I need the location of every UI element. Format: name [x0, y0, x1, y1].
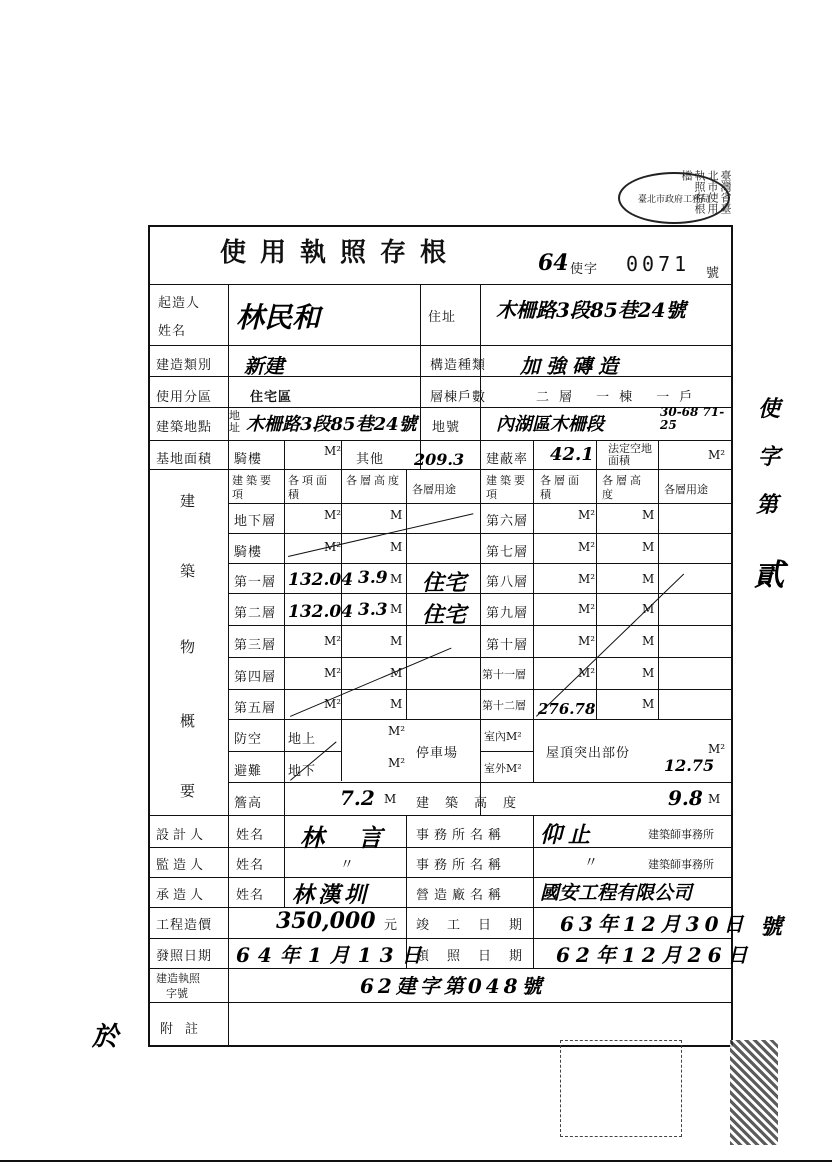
owner-name-label: 姓名	[158, 324, 187, 339]
supervisor-name-label: 姓名	[236, 858, 265, 873]
permit-label: 建造執照	[156, 972, 200, 985]
height-unit: M	[642, 540, 655, 554]
legal-space-unit: M²	[708, 448, 726, 462]
area-unit: M²	[578, 634, 596, 648]
lot-value: 內湖區木柵段	[496, 414, 604, 435]
issue-date: 64年1月13日	[236, 943, 430, 967]
permit-no-label: 字號	[166, 987, 188, 1000]
header-area-left: 各項面積	[288, 474, 330, 501]
shelter-unit: M²	[388, 724, 406, 738]
height-unit: M	[390, 572, 403, 586]
building-char-1: 建	[180, 492, 197, 510]
floor-row-right: 第十一層	[482, 668, 526, 681]
floor-row-right: 第十層	[486, 638, 529, 653]
header-item-left: 建築要項	[232, 474, 274, 501]
area-unit: M²	[324, 540, 342, 554]
remarks-label: 附註	[160, 1022, 211, 1037]
height-unit: M	[642, 666, 655, 680]
corner-seal	[730, 1040, 778, 1145]
floor1-height: 3.9	[358, 568, 388, 588]
margin-mark-right: 號	[760, 914, 783, 940]
designer-name-label: 姓名	[236, 828, 265, 843]
floor-row-left: 第二層	[234, 606, 277, 621]
area-unit: M²	[578, 540, 596, 554]
supervisor-name: 〃	[340, 857, 354, 873]
coverage-label: 建蔽率	[486, 452, 529, 467]
eaves-value: 7.2	[340, 786, 375, 810]
floor-row-left: 地下層	[234, 514, 277, 529]
area-label: 基地面積	[156, 452, 213, 467]
floor-row-left: 第一層	[234, 575, 277, 590]
floor-row-right: 第八層	[486, 575, 529, 590]
indoor-label: 室內M²	[484, 730, 522, 743]
floor2-area: 132.04	[288, 602, 354, 622]
area-unit: M²	[578, 572, 596, 586]
floor-row-right: 第七層	[486, 545, 529, 560]
height-unit: M	[390, 508, 403, 522]
building-char-4: 概	[180, 712, 197, 730]
height-unit: M	[390, 697, 403, 711]
owner-name: 林民和	[236, 301, 321, 334]
contractor-name: 林漢圳	[292, 882, 371, 908]
designer-name: 林言	[300, 823, 416, 852]
completion-date: 63年12月30日	[560, 912, 749, 936]
area-unit: M²	[578, 508, 596, 522]
height-unit: M	[390, 602, 403, 616]
completion-label: 竣工日期	[416, 918, 541, 933]
margin-mark-right: 字	[758, 444, 781, 470]
eaves-unit: M	[384, 792, 397, 806]
building-char-2: 築	[180, 562, 197, 580]
height-unit: M	[390, 666, 403, 680]
owner-address: 木柵路3段85巷24號	[496, 298, 686, 322]
refuge-label: 避難	[234, 764, 263, 779]
margin-mark-left: 於	[92, 1022, 119, 1052]
building-height-unit: M	[708, 792, 721, 806]
cost-label: 工程造價	[156, 918, 213, 933]
height-unit: M	[642, 508, 655, 522]
floor-row-right: 第十二層	[482, 699, 526, 712]
floor-row-left: 第五層	[234, 701, 277, 716]
permit-char: 使字	[570, 262, 599, 277]
floor2-use: 住宅	[422, 602, 467, 628]
receive-label: 領照日期	[416, 949, 541, 964]
site-label: 建築地點	[156, 420, 213, 435]
legal-space-label: 法定空地面積	[608, 442, 652, 467]
height-unit: M	[642, 602, 655, 616]
designer-label: 設計人	[156, 828, 208, 843]
above-label: 地上	[288, 732, 317, 747]
contractor-name-label: 姓名	[236, 888, 265, 903]
permit-number: 0071	[626, 252, 691, 276]
permit-suffix: 號	[706, 266, 721, 281]
permit-year: 64	[538, 250, 569, 276]
header-area-right: 各層面積	[540, 474, 582, 501]
designer-office: 仰止	[540, 822, 597, 848]
lot-label: 地號	[432, 420, 461, 435]
lot-number: 30-68 71-25	[660, 405, 725, 432]
arcade-unit: M²	[324, 444, 342, 458]
owner-label: 起造人	[158, 296, 201, 311]
outdoor-label: 室外M²	[484, 762, 522, 775]
area-unit: M²	[324, 634, 342, 648]
building-char-3: 物	[180, 638, 197, 656]
top-stamp: 臺灣省臺北市使用執照存根檔	[680, 170, 732, 214]
permit-value: 62建字第048號	[360, 974, 546, 998]
roof-unit: M²	[708, 742, 726, 756]
floor-row-left: 騎樓	[234, 545, 263, 560]
supervisor-office: 〃	[584, 855, 598, 871]
area-unit: M²	[578, 602, 596, 616]
floor-row-left: 第四層	[234, 670, 277, 685]
total-floor-area: 276.78	[538, 700, 596, 718]
refuge-unit: M²	[388, 756, 406, 770]
margin-mark-right: 貳	[754, 558, 784, 593]
supervisor-stamp: 建築師事務所	[648, 858, 714, 871]
floor-row-right: 第九層	[486, 606, 529, 621]
header-use-right: 各層用途	[664, 483, 708, 496]
floor-row-right: 第六層	[486, 514, 529, 529]
building-height-label: 建築高度	[416, 796, 533, 811]
contractor-firm: 國安工程有限公司	[540, 882, 693, 904]
header-height-right: 各層高度	[602, 474, 644, 501]
height-unit: M	[390, 540, 403, 554]
category-value: 新建	[244, 354, 284, 378]
height-unit: M	[642, 697, 655, 711]
eaves-label: 簷高	[234, 796, 263, 811]
building-char-5: 要	[180, 782, 197, 800]
zone-label: 使用分區	[156, 390, 213, 405]
height-unit: M	[390, 634, 403, 648]
floor1-use: 住宅	[422, 570, 467, 596]
shelter-label: 防空	[234, 732, 263, 747]
floor2-height: 3.3	[358, 600, 388, 620]
receive-date: 62年12月26日	[556, 943, 754, 967]
area-unit: M²	[324, 508, 342, 522]
bottom-stamp	[560, 1040, 682, 1137]
header-height-left: 各層高度	[346, 474, 402, 487]
floor1-area: 132.04	[288, 570, 354, 590]
zone-value: 住宅區	[250, 390, 293, 405]
building-height-value: 9.8	[668, 786, 703, 810]
structure-label: 構造種類	[430, 358, 487, 373]
arcade-label: 騎樓	[234, 452, 263, 467]
supervisor-label: 監造人	[156, 858, 208, 873]
designer-stamp: 建築師事務所	[648, 828, 714, 841]
contractor-firm-label: 營造廠名稱	[416, 888, 507, 903]
area-unit: M²	[324, 697, 342, 711]
designer-office-label: 事務所名稱	[416, 828, 507, 843]
form-title: 使用執照存根	[219, 238, 460, 268]
contractor-label: 承造人	[156, 888, 208, 903]
floors-value: 二層 一棟 一戶	[536, 390, 703, 405]
owner-address-label: 住址	[428, 310, 457, 325]
margin-mark-right: 第	[756, 492, 779, 518]
area-unit: M²	[324, 666, 342, 680]
supervisor-office-label: 事務所名稱	[416, 858, 507, 873]
height-unit: M	[642, 572, 655, 586]
header-item-right: 建築要項	[486, 474, 528, 501]
cost-value: 350,000	[276, 908, 376, 934]
other-label: 其他	[356, 452, 385, 467]
roof-label: 屋頂突出部份	[546, 746, 631, 761]
other-area: 209.3	[414, 450, 465, 469]
category-label: 建造類別	[156, 358, 213, 373]
site-address-label: 地址	[229, 409, 240, 434]
site-address: 木柵路3段85巷24號	[246, 414, 417, 435]
below-label: 地下	[288, 764, 317, 779]
oval-stamp: 臺北市政府工務局	[618, 172, 730, 224]
cost-unit: 元	[384, 918, 399, 933]
structure-value: 加強磚造	[520, 354, 624, 378]
height-unit: M	[642, 634, 655, 648]
margin-mark-right: 使	[758, 396, 781, 422]
floors-label: 層棟戶數	[430, 390, 487, 405]
coverage-value: 42.1	[550, 444, 594, 465]
floor-row-left: 第三層	[234, 638, 277, 653]
issue-label: 發照日期	[156, 949, 213, 964]
parking-label: 停車場	[416, 746, 459, 761]
header-use-left: 各層用途	[412, 483, 456, 496]
area-unit: M²	[578, 666, 596, 680]
roof-value: 12.75	[664, 756, 715, 775]
